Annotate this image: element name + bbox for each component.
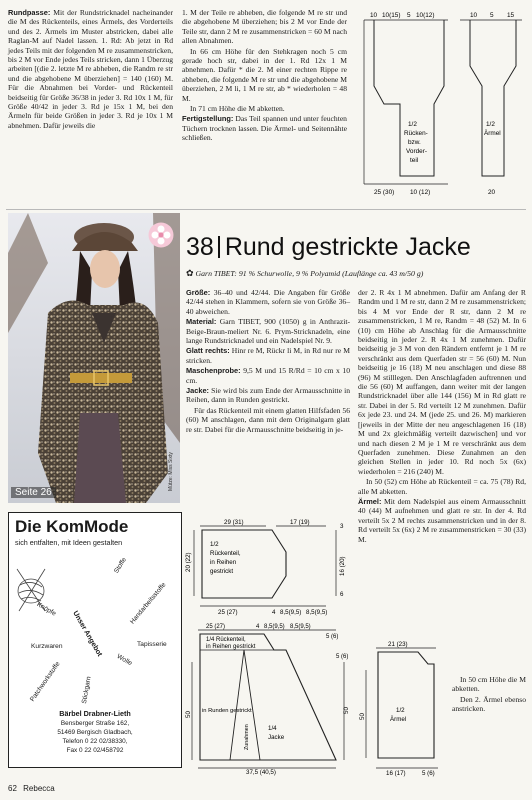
top-dim-3: 5 xyxy=(407,12,411,19)
ad-word-unser-angebot: Unser Angebot xyxy=(71,609,105,658)
sleeve-dim-left: 50 xyxy=(359,713,366,720)
sleeve-label-1: 1/2 xyxy=(396,707,405,714)
glatt-text: Hinr re M, Rückr li M, in Rd nur re M stricken. xyxy=(186,346,350,365)
photo-credit: Mütze: Miss Sixty xyxy=(168,452,174,491)
instructions-col-b xyxy=(358,288,526,545)
size-heading: Größe: xyxy=(186,288,211,297)
col-b-text: der 2. R 4x 1 M abnehmen. Dafür am Anfang der R Randm und 1 M re str, dann 2 M re zusammenstricken; bis 4 M vor Ende der R str, dann 2 M re zusammenstricken, 1 M re, Randm = 48 (52) M. In 6 (10) cm Höhe ab Anschlag für die Armausschnitte beidseitig in jeder 2. R 4x 1 M zunehmen. Dafür beidseitig je 3 M von den Rändern entfernt je 1 M re verschränkt aus dem Querfaden str = 56 (60) M. Nun beidseitig je 16 (18) M neu anschlagen und diese 88 (96) M stilllegen. Den Anschlagfaden auftrennen und die 56 (60) M auffangen, dann weiter mit der langen Rundstricknadel über alle 144 (156) M in Rd glatt re str. Dabei in der 5. Rd verteilt 12 M zunehmen. Dafür 6x jede 23. und 24. M (jede 25. und 26. M) markieren [jeweils in der Mitte der neu angeschlagenen 16 (18) M und 2x gleichmäßig verteilt dazwischen] und vor und nach diesen 2 M je 1 M re verschränkt aus dem Querfaden zunehmen. Diese Zunahmen an den gleichen Stellen in jeder 10. Rd noch 5x (6x) wiederholen = 216 (240) M. xyxy=(358,288,526,476)
back-dim-left: 20 (22) xyxy=(185,552,192,572)
ad-word-stickgarn: Stickgarn xyxy=(81,675,93,705)
back-dim-bottom-3: 8,5(9,5) xyxy=(280,609,302,616)
jacket-center-label: Zunahmen xyxy=(244,724,250,750)
top-col2 xyxy=(182,8,347,144)
ad-word-stoffe: Stoffe xyxy=(113,556,129,575)
top-piece-left-2: Rücken- xyxy=(404,130,428,137)
advertisement-box xyxy=(8,512,182,768)
jacket-label-top-1: 1/4 Rückenteil, xyxy=(206,637,246,643)
top-piece-right-2: Ärmel xyxy=(484,130,501,137)
top-dim-7: 15 xyxy=(507,12,515,19)
yarn-line xyxy=(186,268,526,279)
section-divider xyxy=(6,209,526,210)
top-piece-right-1: 1/2 xyxy=(486,121,495,128)
ad-phone: Telefon 0 22 02/38330, xyxy=(62,738,128,745)
sleeve-text: Mit dem Nadelspiel aus einem Armausschnitt 40 (44) M aufnehmen und glatt re str. In der 4. Rd verteilt 5x 2 M rechts zusammenstricken und in der 8. Rd verteilt 5x (6x) 2 M re zusammenstricken = 30 (33) M. xyxy=(358,496,526,544)
jacket-dim-top-5: 5 (6) xyxy=(326,634,339,640)
ad-word-handarbeitsstoffe: Handarbeitsstoffe xyxy=(129,581,168,626)
jacket-label-1: 1/4 xyxy=(268,725,277,732)
ad-word-knoepfe: Knöpfe xyxy=(35,601,58,618)
back-piece-diagram xyxy=(186,516,352,616)
top-bottom-dim-1: 25 (30) xyxy=(374,189,395,196)
jacket-dim-top-2: 4 xyxy=(256,624,260,630)
jacket-dim-top-3: 8,5(9,5) xyxy=(264,624,285,630)
yarn-logo-icon: ✿ xyxy=(186,268,194,278)
sleeve-dim-bottom-1: 16 (17) xyxy=(386,770,406,777)
page-footer xyxy=(8,784,55,793)
top-schematic-diagram xyxy=(352,6,528,198)
jacket-dim-top-4: 8,5(9,5) xyxy=(290,624,311,630)
col-b-text-2: In 50 (52) cm Höhe ab Rückenteil = ca. 75 (78) Rd, alle M abketten. xyxy=(358,477,526,496)
top-col2-text1: 1. M der Teile re abheben, die folgende M re str und die abgehobene M überziehen; bis 2 M vor Ende der Teile str, dann 2 M re zusammenstricken = 60 M nach allen Abnahmen. xyxy=(182,8,347,46)
top-piece-left-3: bzw. xyxy=(408,139,421,146)
model-photo xyxy=(8,213,180,503)
back-dim-right-top: 3 xyxy=(340,523,344,530)
fertigstellung-text: Das Teil spannen und unter feuchten Tüchern trocknen lassen. Die Ärmel- und Seitennähte schließen. xyxy=(182,114,347,143)
material-heading: Material: xyxy=(186,317,217,327)
sleeve-label-2: Ärmel xyxy=(390,716,407,723)
ad-owner: Bärbel Drabner-Lieth xyxy=(59,709,131,718)
top-piece-left-1: 1/2 xyxy=(408,121,417,128)
gauge-heading: Maschenprobe: xyxy=(186,366,241,376)
back-label-2: Rückenteil, xyxy=(210,550,241,557)
ad-word-wolle: Wolle xyxy=(115,653,134,668)
top-dim-4: 10(12) xyxy=(416,12,435,19)
ad-word-patchwork: Patchworkstoffe xyxy=(29,660,62,704)
jacket-text: Sie wird bis zum Ende der Armausschnitte in Reihen, dann in Runden gestrickt. xyxy=(186,386,350,405)
top-col2-text2: In 66 cm Höhe für den Stehkragen noch 5 cm gerade hoch str, dabei in der 1. Rd 12x 1 M abnehmen. Dafür * die 2. M einer rechten Rippe re abheben, die folgende M re str und die abgehobene M überziehen, 2 M li, 1 M re str, ab * wiederholen = 48 M. xyxy=(182,46,347,103)
jacket-heading: Jacke: xyxy=(186,386,210,396)
jacket-quarter-diagram xyxy=(186,622,352,774)
rundpasse-heading: Rundpasse: xyxy=(8,8,51,17)
sleeve-heading: Ärmel: xyxy=(358,496,382,506)
jacket-label-top-2: in Reihen gestrickt xyxy=(206,644,256,650)
flower-icon xyxy=(148,222,174,248)
material-text: Garn TIBET, 900 (1050) g in Anthrazit-Beige-Braun-meliert Nr. 6. Prym-Stricknadeln, eine lange Rundstricknadel und ein Nadelspiel Nr. 9. xyxy=(186,317,350,346)
top-piece-left-4: Vorder- xyxy=(406,148,427,155)
magazine-name: Rebecca xyxy=(23,784,55,793)
jacket-dim-left: 50 xyxy=(185,711,192,718)
jacket-dim-right: 50 xyxy=(343,707,350,714)
jacket-dim-right-top: 5 (6) xyxy=(336,654,349,660)
top-col1 xyxy=(8,8,173,131)
back-dim-right: 16 (20) xyxy=(339,556,346,576)
jacket-label-2: Jacke xyxy=(268,734,285,741)
back-dim-top-2: 17 (19) xyxy=(290,519,310,526)
sleeve-diagram xyxy=(360,640,448,776)
back-dim-left-low: 6 xyxy=(340,591,344,598)
back-dim-top-1: 29 (31) xyxy=(224,519,244,526)
back-text: Für das Rückenteil mit einem glatten Hilfsfaden 56 (60) M anschlagen, dann mit dem Originalgarn glatt re str. Dabei für die Armausschnitte beidseitig in je- xyxy=(186,405,350,434)
gauge-text: 9,5 M und 15 R/Rd = 10 cm x 10 cm. xyxy=(186,366,350,385)
fertigstellung-heading: Fertigstellung: xyxy=(182,114,234,124)
article-title-text: Rund gestrickte Jacke xyxy=(224,233,471,261)
top-dim-2: 10(15) xyxy=(382,12,401,19)
sleeve-dim-top: 21 (23) xyxy=(388,641,408,648)
back-dim-bottom-4: 8,5(9,5) xyxy=(306,609,328,616)
article-title xyxy=(186,232,526,262)
back-dim-bottom-1: 25 (27) xyxy=(218,609,238,616)
instructions-col-a xyxy=(186,288,350,435)
ad-fax: Fax 0 22 02/458792 xyxy=(66,747,124,754)
back-label-3: in Reihen xyxy=(210,559,237,566)
title-separator xyxy=(218,236,220,258)
ad-subtitle: sich entfalten, mit Ideen gestalten xyxy=(15,538,123,547)
size-text: 36–40 und 42/44. Die Angaben für Größe 42/44 stehen in Klammern, sofern sie von Größe 36–40 abweichen. xyxy=(186,288,350,316)
yarn-line-text: Garn TIBET: 91 % Schurwolle, 9 % Polyamid (Lauflänge ca. 43 m/50 g) xyxy=(195,269,424,278)
sleeve-text-end xyxy=(452,675,526,715)
ad-title: Die KomMode xyxy=(15,517,129,536)
ad-illustration xyxy=(11,549,179,697)
back-dim-bottom-2: 4 xyxy=(272,609,276,616)
back-label-1: 1/2 xyxy=(210,541,219,548)
rundpasse-text: Mit der Rundstricknadel nacheinander die M des Rückenteils, eines Ärmels, des Vorderteils und des 2. Ärmels im Muster abstricken, dabei alle Raglan-M auf Nadel lassen. 1. Rd: Ab jetzt in Rd jedes Teils mit der folgenden M re zusammenstricken, bis 2 M vor Ende jedes Teils stricken, dann 1 Überzug arbeiten [(die 2. letzte M re abheben, die Randm re str und die abgehobene M überziehen] = 140 (160) M. Für die Abnahmen bei Vorder- und Rückenteil beidseitig für Größe 36/38 in jeder 3. Rd 10x 1 M, für Größe 40/42 in jeder 3. Rd je 15x 1 M, bei den Ärmeln für beide Größen in jeder 3. Rd je 10x 1 M abnehmen. Dafür jeweils die xyxy=(8,8,174,130)
top-col2-text3: In 71 cm Höhe die M abketten. xyxy=(190,104,285,114)
top-bottom-dim-2: 10 (12) xyxy=(410,189,431,196)
ad-street: Bensberger Straße 162, xyxy=(60,720,130,727)
top-piece-left-5: teil xyxy=(410,157,419,164)
page-reference-label: Seite 26 xyxy=(11,487,56,498)
sleeve-dim-bottom-2: 5 (6) xyxy=(422,770,435,777)
top-bottom-dim-3: 20 xyxy=(488,189,496,196)
page-number: 62 xyxy=(8,784,17,793)
back-label-4: gestrickt xyxy=(210,568,234,575)
top-dim-1: 10 xyxy=(370,12,378,19)
jacket-left-side-label: in Runden gestrickt xyxy=(202,708,252,714)
ad-word-tapisserie: Tapisserie xyxy=(137,641,167,648)
ad-city: 51469 Bergisch Gladbach, xyxy=(57,729,133,736)
top-dim-5: 10 xyxy=(470,12,478,19)
ad-word-kurzwaren: Kurzwaren xyxy=(31,643,63,650)
article-number: 38 xyxy=(186,233,214,261)
jacket-dim-bottom: 37,5 (40,5) xyxy=(246,769,276,776)
sleeve-end-text-1: In 50 cm Höhe die M abketten. xyxy=(452,675,526,694)
jacket-dim-top-1: 25 (27) xyxy=(206,624,226,630)
glatt-heading: Glatt rechts: xyxy=(186,346,230,356)
top-dim-6: 5 xyxy=(490,12,494,19)
sleeve-end-text-2: Den 2. Ärmel ebenso anstricken. xyxy=(452,694,526,714)
